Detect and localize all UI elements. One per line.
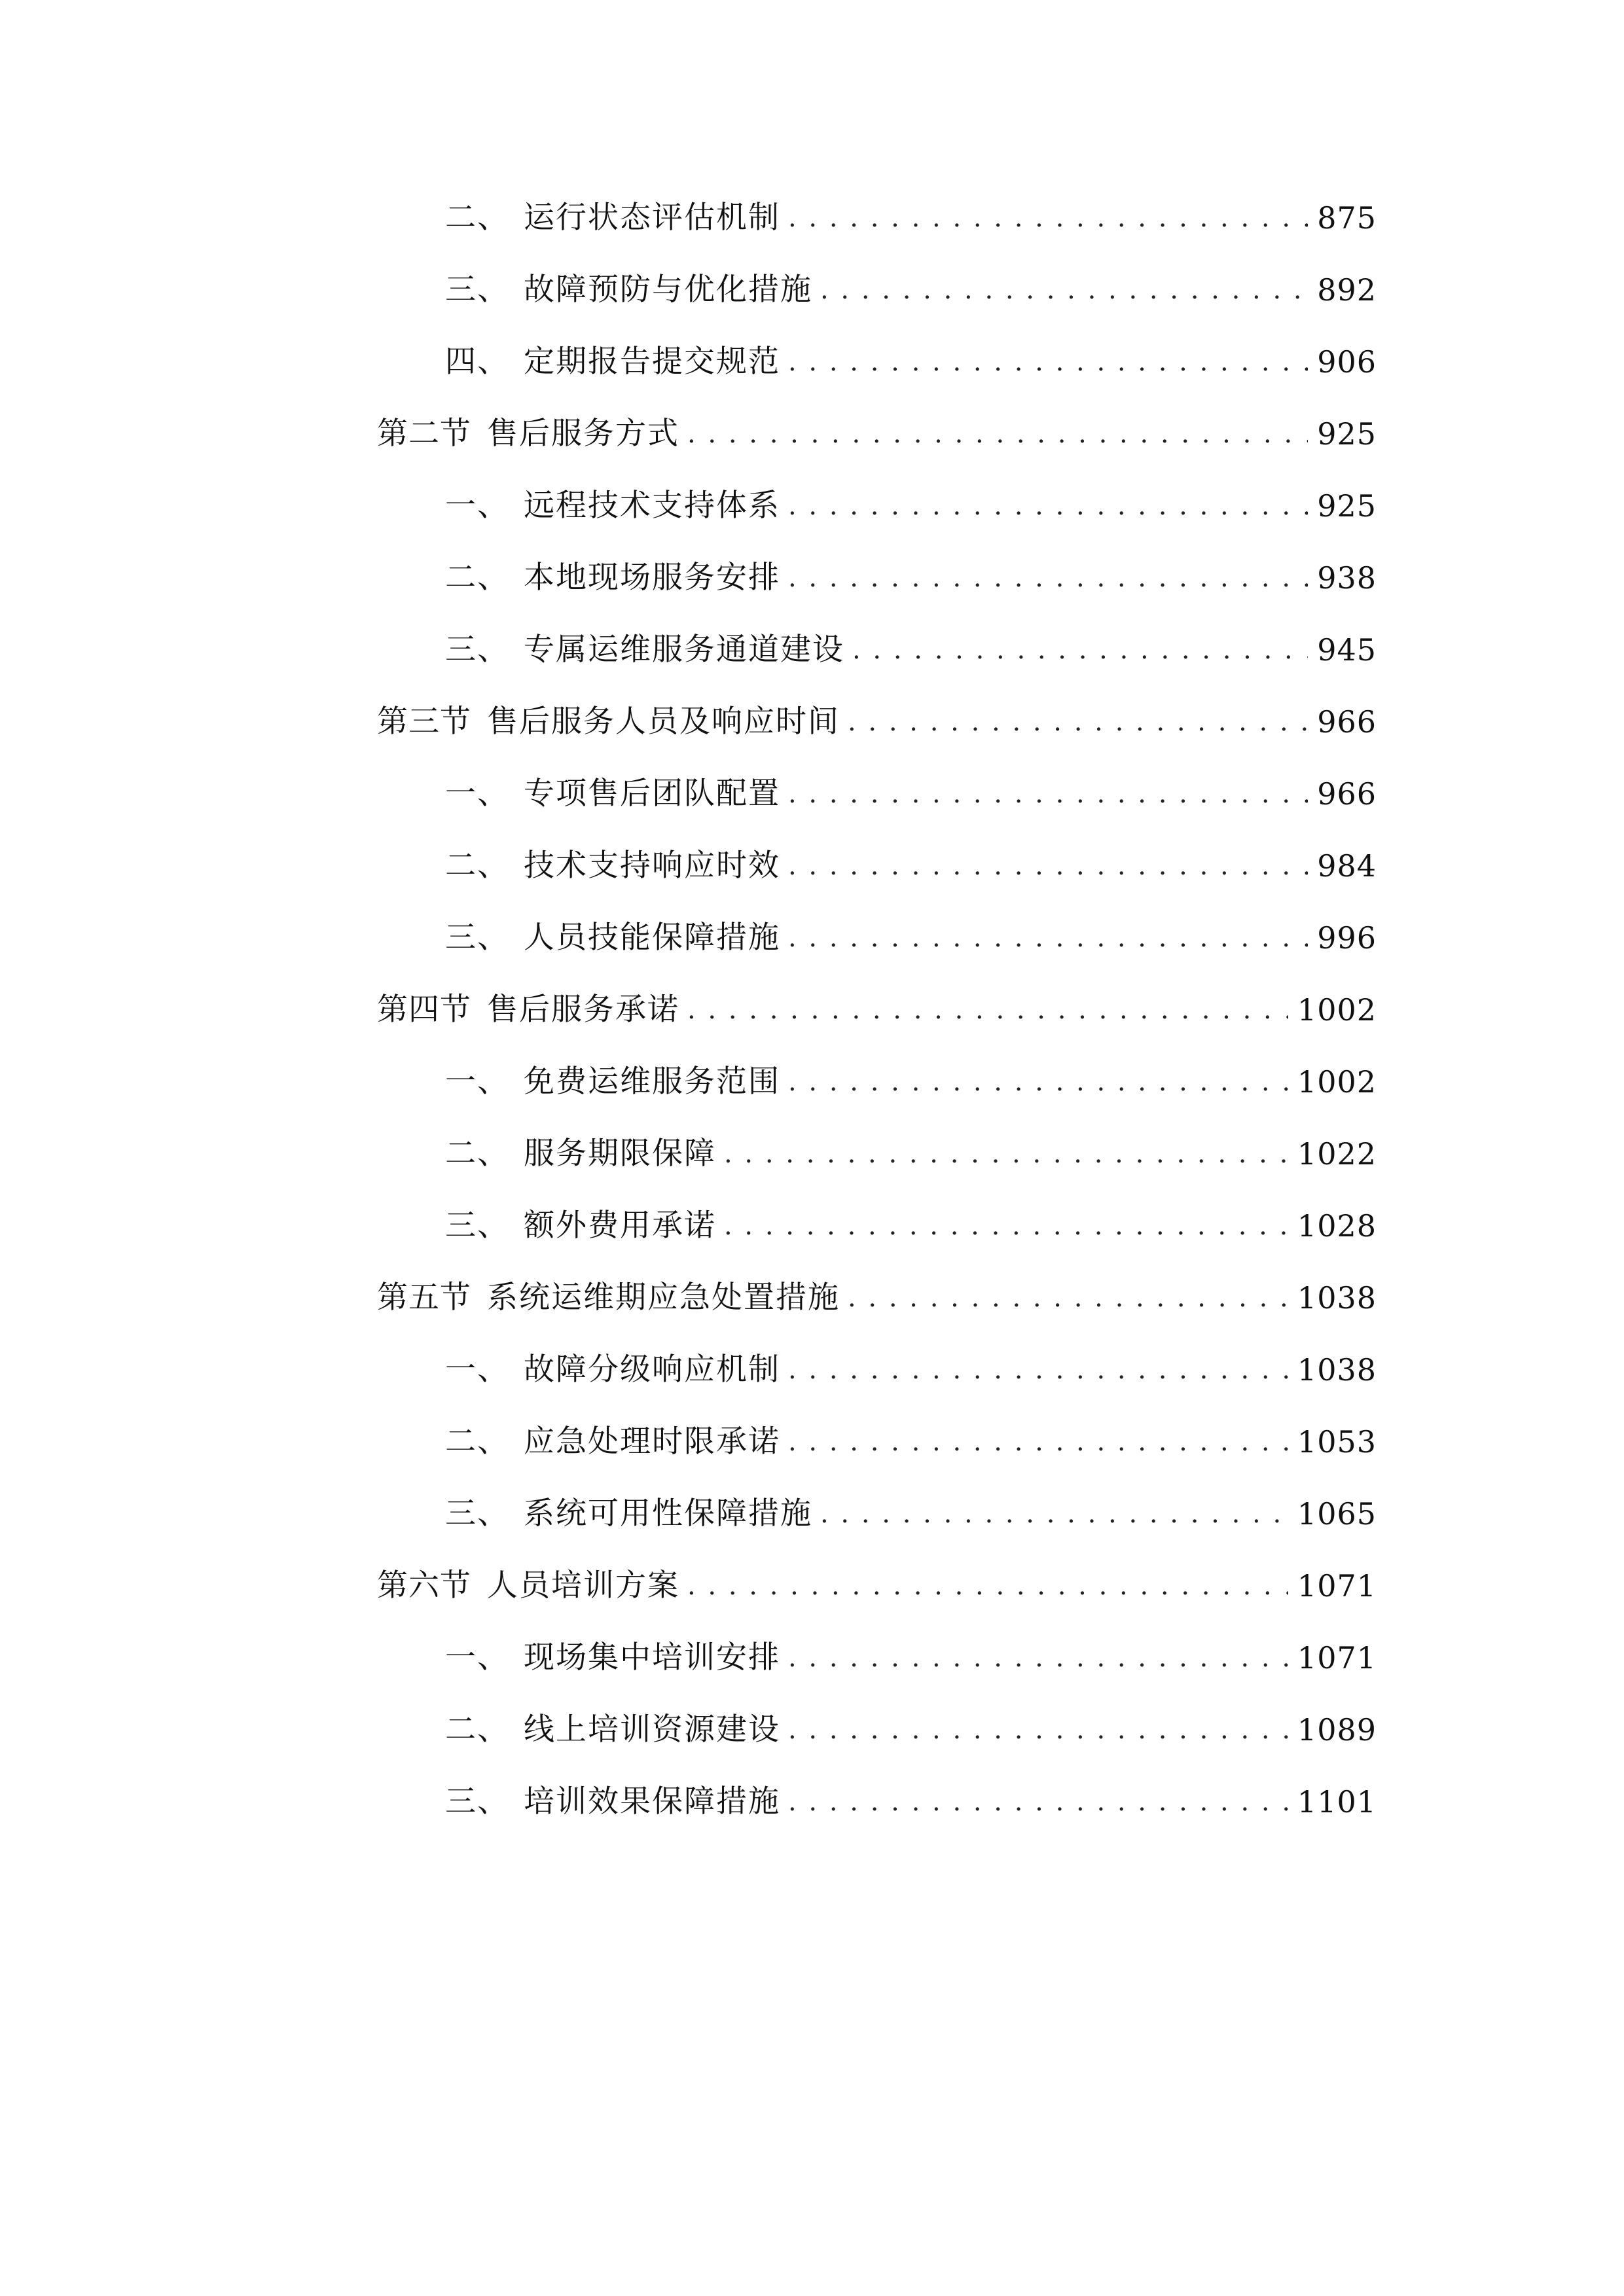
toc-entry-number: 二、	[445, 1712, 509, 1748]
toc-entry-page: 945	[1317, 632, 1377, 668]
dot-leader	[788, 1056, 1288, 1108]
toc-entry-page: 925	[1317, 488, 1377, 524]
toc-entry-title: 本地现场服务安排	[524, 560, 780, 596]
toc-section-title: 售后服务方式	[487, 416, 679, 452]
toc-entry[interactable]	[445, 1056, 1377, 1108]
toc-entry-page: 1101	[1297, 1784, 1377, 1820]
toc-entry-page: 1002	[1297, 992, 1377, 1028]
toc-entry[interactable]	[445, 624, 1377, 676]
toc-entry-page: 1028	[1297, 1208, 1377, 1244]
dot-leader	[788, 1632, 1288, 1684]
dot-leader	[788, 192, 1308, 244]
toc-entry-page: 1053	[1297, 1424, 1377, 1460]
toc-entry-number: 二、	[445, 560, 509, 596]
dot-leader	[788, 336, 1308, 388]
dot-leader	[820, 1488, 1288, 1540]
dot-leader	[788, 1344, 1288, 1396]
toc-entry-number: 二、	[445, 200, 509, 236]
toc-entry-page: 966	[1317, 776, 1377, 812]
toc-section-title: 售后服务人员及响应时间	[487, 704, 840, 740]
toc-entry[interactable]	[445, 912, 1377, 964]
toc-entry[interactable]	[445, 1632, 1377, 1684]
toc-entry-number: 一、	[445, 1640, 509, 1676]
toc-section-title: 人员培训方案	[487, 1568, 679, 1604]
dot-leader	[788, 840, 1308, 892]
dot-leader	[852, 624, 1308, 676]
toc-entry-number: 一、	[445, 776, 509, 812]
dot-leader	[724, 1200, 1288, 1252]
toc-entry-title: 定期报告提交规范	[524, 344, 780, 380]
toc-entry[interactable]	[445, 1704, 1377, 1756]
toc-entry-title: 现场集中培训安排	[524, 1640, 780, 1676]
toc-entry-title: 培训效果保障措施	[524, 1784, 780, 1820]
toc-entry-number: 三、	[445, 1496, 509, 1532]
toc-entry-number: 二、	[445, 1136, 509, 1172]
toc-section-number: 第五节	[377, 1280, 471, 1316]
dot-leader	[788, 552, 1308, 604]
toc-section-number: 第三节	[377, 704, 471, 740]
toc-entry-number: 二、	[445, 848, 509, 884]
toc-entry-title: 服务期限保障	[524, 1136, 716, 1172]
toc-entry[interactable]	[445, 768, 1377, 820]
dot-leader	[687, 1560, 1288, 1612]
toc-entry-title: 远程技术支持体系	[524, 488, 780, 524]
toc-entry-page: 966	[1317, 704, 1377, 740]
toc-entry-page: 1089	[1297, 1712, 1377, 1748]
toc-entry-page: 1022	[1297, 1136, 1377, 1172]
dot-leader	[788, 1704, 1288, 1756]
toc-section-number: 第六节	[377, 1568, 471, 1604]
toc-entry[interactable]	[445, 264, 1377, 316]
toc-entry-title: 运行状态评估机制	[524, 200, 780, 236]
toc-section-entry[interactable]	[377, 984, 1377, 1036]
toc-entry-number: 二、	[445, 1424, 509, 1460]
toc-entry-page: 875	[1317, 200, 1377, 236]
toc-entry-number: 三、	[445, 1784, 509, 1820]
toc-section-entry[interactable]	[377, 696, 1377, 748]
toc-entry-page: 1071	[1297, 1640, 1377, 1676]
toc-entry[interactable]	[445, 1128, 1377, 1180]
toc-entry-number: 一、	[445, 1352, 509, 1388]
toc-entry-title: 技术支持响应时效	[524, 848, 780, 884]
toc-entry[interactable]	[445, 1344, 1377, 1396]
toc-entry[interactable]	[445, 552, 1377, 604]
dot-leader	[788, 1416, 1288, 1468]
toc-entry-title: 专属运维服务通道建设	[524, 632, 844, 668]
toc-entry-page: 984	[1317, 848, 1377, 884]
toc-entry[interactable]	[445, 840, 1377, 892]
toc-entry-title: 应急处理时限承诺	[524, 1424, 780, 1460]
toc-entry-title: 人员技能保障措施	[524, 920, 780, 956]
toc-entry[interactable]	[445, 1488, 1377, 1540]
dot-leader	[724, 1128, 1288, 1180]
toc-entry-title: 系统可用性保障措施	[524, 1496, 812, 1532]
toc-entry-page: 1002	[1297, 1064, 1377, 1100]
toc-entry-page: 1038	[1297, 1280, 1377, 1316]
toc-entry-page: 892	[1317, 272, 1377, 308]
toc-entry-number: 三、	[445, 272, 509, 308]
toc-entry-page: 1065	[1297, 1496, 1377, 1532]
dot-leader	[788, 768, 1308, 820]
toc-entry-title: 故障分级响应机制	[524, 1352, 780, 1388]
toc-entry-title: 线上培训资源建设	[524, 1712, 780, 1748]
dot-leader	[687, 408, 1308, 460]
toc-section-title: 售后服务承诺	[487, 992, 679, 1028]
toc-entry[interactable]	[445, 480, 1377, 532]
toc-entry-number: 三、	[445, 920, 509, 956]
toc-entry[interactable]	[445, 1200, 1377, 1252]
toc-section-number: 第四节	[377, 992, 471, 1028]
toc-entry-title: 免费运维服务范围	[524, 1064, 780, 1100]
toc-section-number: 第二节	[377, 416, 471, 452]
toc-entry[interactable]	[445, 336, 1377, 388]
toc-entry[interactable]	[445, 1416, 1377, 1468]
toc-section-entry[interactable]	[377, 1272, 1377, 1324]
toc-entry-page: 1038	[1297, 1352, 1377, 1388]
dot-leader	[848, 696, 1308, 748]
toc-entry[interactable]	[445, 192, 1377, 244]
toc-entry-number: 三、	[445, 1208, 509, 1244]
toc-section-entry[interactable]	[377, 408, 1377, 460]
toc-entry-title: 专项售后团队配置	[524, 776, 780, 812]
toc-entry-page: 906	[1317, 344, 1377, 380]
dot-leader	[848, 1272, 1288, 1324]
toc-section-entry[interactable]	[377, 1560, 1377, 1612]
toc-entry-page: 938	[1317, 560, 1377, 596]
dot-leader	[687, 984, 1288, 1036]
toc-entry-title: 额外费用承诺	[524, 1208, 716, 1244]
toc-entry-title: 故障预防与优化措施	[524, 272, 812, 308]
toc-entry-number: 一、	[445, 1064, 509, 1100]
dot-leader	[788, 912, 1308, 964]
toc-entry[interactable]	[445, 1776, 1377, 1828]
dot-leader	[820, 264, 1308, 316]
toc-entry-number: 四、	[445, 344, 509, 380]
toc-entry-page: 996	[1317, 920, 1377, 956]
toc-section-title: 系统运维期应急处置措施	[487, 1280, 840, 1316]
toc-entry-page: 1071	[1297, 1568, 1377, 1604]
toc-entry-number: 三、	[445, 632, 509, 668]
dot-leader	[788, 480, 1308, 532]
toc-entry-page: 925	[1317, 416, 1377, 452]
dot-leader	[788, 1776, 1288, 1828]
toc-entry-number: 一、	[445, 488, 509, 524]
